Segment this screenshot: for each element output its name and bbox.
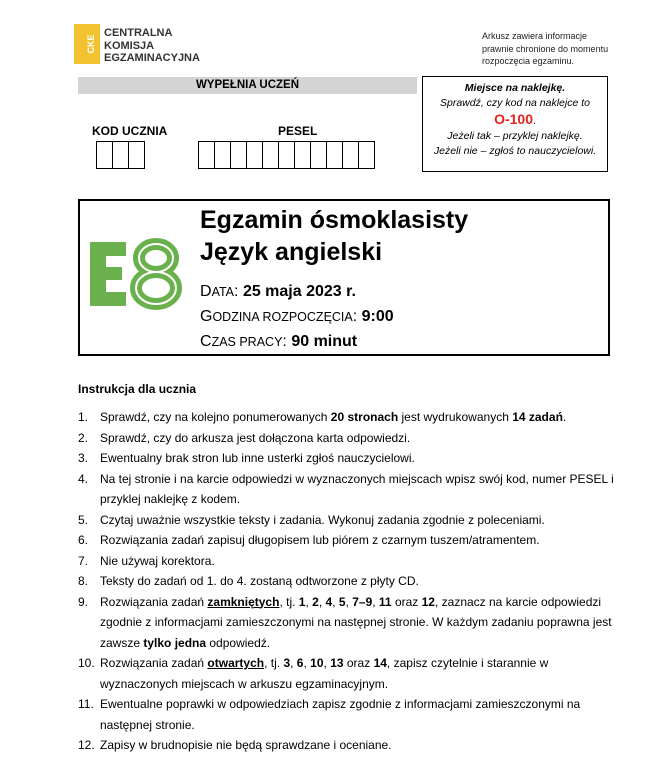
- pesel-digit-box[interactable]: [198, 141, 215, 169]
- instruction-text: Rozwiązania zadań otwartych, tj. 3, 6, 10, 13 oraz 14, zapisz czytelnie i starannie w wyznaczonych miejscach w arkuszu egzaminacyjnym.: [100, 656, 549, 691]
- instruction-number: 8.: [78, 574, 89, 588]
- cke-logo-letters: CKE: [86, 34, 96, 54]
- student-code-digit-box[interactable]: [96, 141, 113, 169]
- exam-start-time: [200, 307, 394, 327]
- pesel-digit-box[interactable]: [262, 141, 279, 169]
- pesel-digit-box[interactable]: [326, 141, 343, 169]
- instruction-item: [78, 551, 618, 572]
- student-code-label: KOD UCZNIA: [92, 124, 168, 138]
- instruction-item: [78, 530, 618, 551]
- pesel-digit-box[interactable]: [358, 141, 375, 169]
- pesel-boxes[interactable]: [198, 141, 374, 169]
- organization-name: [104, 27, 200, 65]
- instruction-number: 3.: [78, 451, 89, 465]
- instruction-item: [78, 510, 618, 531]
- sticker-check-text: Sprawdź, czy kod na naklejce to: [440, 97, 590, 109]
- instruction-item: [78, 448, 618, 469]
- instruction-text: Rozwiązania zadań zapisuj długopisem lub piórem z czarnym tuszem/atramentem.: [100, 533, 540, 547]
- instruction-item: [78, 653, 618, 694]
- instruction-text: Zapisy w brudnopisie nie będą sprawdzane i oceniane.: [100, 738, 392, 752]
- pesel-digit-box[interactable]: [294, 141, 311, 169]
- date-label-rest: ATA: [211, 285, 235, 299]
- student-code-boxes[interactable]: [96, 141, 144, 169]
- notice-line: rozpoczęcia egzaminu.: [482, 56, 575, 66]
- org-line: EGZAMINACYJNA: [104, 52, 200, 64]
- notice-line: prawnie chronione do momentu: [482, 43, 609, 54]
- instruction-number: 12.: [78, 738, 95, 752]
- org-line: KOMISJA: [104, 39, 155, 52]
- exam-duration: [200, 332, 357, 352]
- colon: :: [352, 308, 358, 325]
- instruction-item: [78, 694, 618, 735]
- instruction-number: 10.: [78, 656, 95, 670]
- instruction-number: 6.: [78, 533, 89, 547]
- instruction-item: [78, 592, 618, 654]
- pesel-digit-box[interactable]: [246, 141, 263, 169]
- instruction-item: [78, 469, 618, 510]
- instruction-text: Rozwiązania zadań zamkniętych, tj. 1, 2, 4, 5, 7–9, 11 oraz 12, zaznacz na karcie odpowiedzi zgodnie z informacjami zamieszczonymi na następnej stronie. W każdym zadaniu poprawna jest zawsze tylko jedna odpowiedź.: [100, 594, 612, 650]
- duration-label-cap: C: [200, 333, 212, 350]
- org-line: CENTRALNA: [104, 27, 173, 39]
- sticker-title: Miejsce na naklejkę.: [464, 82, 566, 94]
- instruction-number: 1.: [78, 410, 89, 424]
- sticker-area: [422, 76, 608, 172]
- exam-title: Egzamin ósmoklasisty: [200, 206, 469, 234]
- pesel-digit-box[interactable]: [310, 141, 327, 169]
- pesel-digit-box[interactable]: [342, 141, 359, 169]
- instruction-text: Na tej stronie i na karcie odpowiedzi w wyznaczonych miejscach wpisz swój kod, numer PESEL i przyklej naklejkę z kodem.: [100, 471, 614, 506]
- e8-logo: [86, 238, 186, 310]
- time-label-rest: ODZINA ROZPOCZĘCIA: [212, 310, 353, 324]
- date-value: 25 maja 2023 r.: [242, 283, 356, 300]
- sticker-code-period: .: [533, 115, 536, 127]
- pesel-digit-box[interactable]: [278, 141, 295, 169]
- instruction-item: [78, 407, 618, 428]
- instruction-text: Nie używaj korektora.: [100, 553, 215, 568]
- instruction-text: Teksty do zadań od 1. do 4. zostaną odtworzone z płyty CD.: [100, 574, 419, 588]
- instruction-number: 9.: [78, 594, 89, 609]
- instruction-text: Ewentualny brak stron lub inne usterki zgłoś nauczycielowi.: [100, 451, 415, 465]
- date-label-cap: D: [200, 283, 212, 300]
- e8-logo-text: E8: [86, 238, 88, 239]
- instruction-number: 11.: [78, 697, 94, 711]
- colon: :: [282, 333, 287, 350]
- time-value: 9:00: [361, 308, 394, 325]
- instruction-number: 4.: [78, 471, 89, 486]
- sticker-code: O-100: [494, 111, 533, 127]
- exam-date: [200, 282, 356, 302]
- pesel-digit-box[interactable]: [230, 141, 247, 169]
- instruction-item: [78, 571, 618, 592]
- confidentiality-notice: [482, 30, 608, 68]
- exam-subject: Język angielski: [200, 238, 383, 266]
- instruction-text: Sprawdź, czy na kolejno ponumerowanych 20 stronach jest wydrukowanych 14 zadań.: [100, 410, 567, 424]
- student-code-digit-box[interactable]: [112, 141, 129, 169]
- instruction-item: [78, 428, 618, 449]
- cke-logo: [74, 24, 100, 64]
- instruction-number: 2.: [78, 430, 89, 445]
- student-code-digit-box[interactable]: [128, 141, 145, 169]
- duration-value: 90 minut: [291, 333, 358, 350]
- pesel-digit-box[interactable]: [214, 141, 231, 169]
- instructions-heading: Instrukcja dla ucznia: [78, 382, 197, 396]
- instruction-number: 5.: [78, 512, 89, 527]
- instruction-text: Sprawdź, czy do arkusza jest dołączona karta odpowiedzi.: [100, 430, 411, 445]
- instruction-item: [78, 735, 618, 756]
- sticker-if-no: Jeżeli nie – zgłoś to nauczycielowi.: [433, 145, 597, 157]
- time-label-cap: G: [200, 308, 213, 325]
- instruction-text: Ewentualne poprawki w odpowiedziach zapisz zgodnie z informacjami zamieszczonymi na następnej stronie.: [100, 697, 581, 732]
- instruction-number: 7.: [78, 553, 89, 568]
- instructions-list: [78, 407, 618, 756]
- colon: :: [234, 283, 239, 300]
- duration-label-rest: ZAS PRACY: [211, 335, 283, 349]
- student-fill-header: WYPEŁNIA UCZEŃ: [78, 77, 417, 94]
- notice-line: Arkusz zawiera informacje: [482, 31, 588, 41]
- instruction-text: Czytaj uważnie wszystkie teksty i zadania. Wykonuj zadania zgodnie z poleceniami.: [100, 512, 545, 527]
- sticker-if-yes: Jeżeli tak – przyklej naklejkę.: [447, 130, 583, 142]
- pesel-label: PESEL: [278, 124, 318, 138]
